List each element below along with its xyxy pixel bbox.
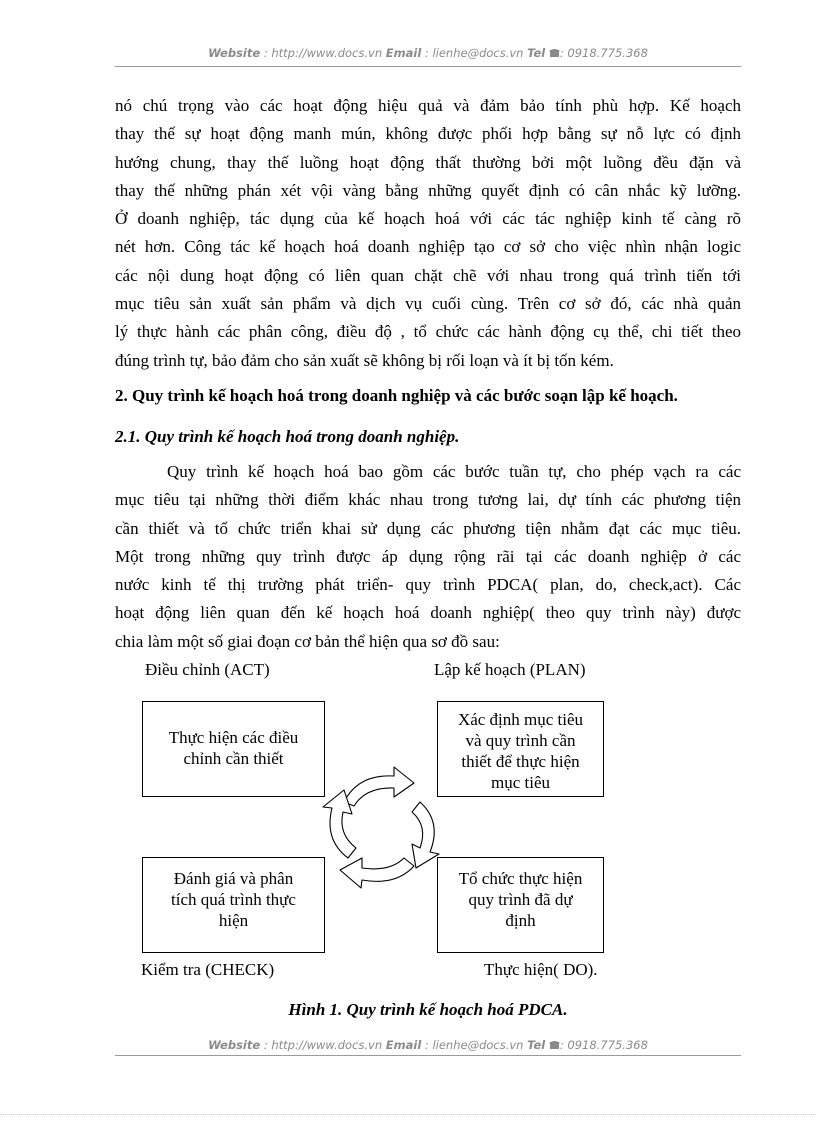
box-do	[437, 857, 604, 953]
text-line: thay thế những phán xét vội vàng bằng những quyết định có cân nhắc kỹ lưỡng.	[115, 180, 741, 200]
text-line: các nội dung hoạt động có liên quan chặt chẽ với nhau trong quá trình tiến tới	[115, 265, 741, 285]
box-line: quy trình đã dự	[468, 890, 573, 909]
text-line: mục tiêu tại những thời điểm khác nhau trong tương lai, dự tính các phương tiện	[115, 490, 741, 510]
text-line: Ở doanh nghiệp, tác dụng của kế hoạch hoá với các tác nghiệp kinh tế càng rõ	[115, 209, 741, 229]
text-line: nó chú trọng vào các hoạt động hiệu quả và đảm bảo tính phù hợp. Kế hoạch	[115, 96, 741, 115]
website-value: : http://www.docs.vn	[260, 1038, 386, 1052]
tel-value: : 0918.775.368	[559, 46, 648, 60]
email-value: : lienhe@docs.vn	[421, 1038, 528, 1052]
tel-value: : 0918.775.368	[559, 1038, 648, 1052]
email-label: Email	[385, 46, 422, 60]
footer-rule	[115, 1055, 741, 1056]
box-line: Đánh giá và phân	[173, 869, 294, 888]
text-line: chia làm một số giai đoạn cơ bản thể hiện qua sơ đồ sau:	[115, 631, 500, 651]
text-line: hoạt động liên quan đến kế hoạch hoá doanh nghiệp( theo quy trình này) được	[115, 603, 741, 623]
box-line: tích quá trình thực	[171, 890, 296, 909]
website-label: Website	[208, 1038, 261, 1052]
text-line: lý thực hành các phân công, điều độ , tổ chức các hành động cụ thể, chi tiết theo	[115, 322, 741, 342]
box-plan	[437, 701, 604, 797]
website-value: : http://www.docs.vn	[260, 46, 386, 60]
page-footer	[115, 1038, 741, 1052]
box-line: mục tiêu	[490, 773, 550, 792]
box-line: Xác định mục tiêu	[457, 710, 584, 729]
box-line: hiện	[218, 911, 249, 930]
phone-icon	[549, 48, 560, 58]
email-value: : lienhe@docs.vn	[421, 46, 528, 60]
text-line: thay thế sự hoạt động manh mún, không được phối hợp bằng sự nỗ lực có định	[115, 124, 741, 144]
cycle-arrow-top	[344, 767, 414, 806]
box-line: chỉnh cần thiết	[183, 749, 284, 768]
text-line: nét hơn. Công tác kế hoạch hoá doanh nghiệp tạo cơ sở cho việc nhìn nhận logic	[115, 237, 741, 257]
email-label: Email	[385, 1038, 422, 1052]
text-line: đúng trình tự, bảo đảm cho sản xuất sẽ không bị rối loạn và ít bị tốn kém.	[115, 350, 614, 370]
text-line: nước kinh tế thị trường phát triển- quy trình PDCA( plan, do, check,act). Các	[115, 575, 741, 595]
cycle-arrows	[310, 760, 460, 890]
website-label: Website	[208, 46, 261, 60]
figure-caption: Hình 1. Quy trình kế hoạch hoá PDCA.	[288, 1000, 568, 1019]
header-rule	[115, 66, 741, 67]
cycle-arrow-bottom	[340, 858, 414, 888]
page-bottom-dotted-line	[0, 1114, 816, 1115]
label-plan: Lập kế hoạch (PLAN)	[434, 660, 586, 679]
phone-icon	[549, 1040, 560, 1050]
tel-label: Tel	[527, 1038, 546, 1052]
box-line: Tổ chức thực hiện	[458, 869, 583, 888]
text-line: mục tiêu sản xuất sản phẩm và dịch vụ cuối cùng. Trên cơ sở đó, các nhà quản	[115, 294, 741, 314]
text-line: Quy trình kế hoạch hoá bao gồm các bước tuần tự, cho phép vạch ra các	[167, 462, 741, 481]
text-line: Một trong những quy trình được áp dụng rộng rãi tại các doanh nghiệp ở các	[115, 546, 741, 566]
box-check	[142, 857, 325, 953]
box-line: thiết để thực hiện	[461, 752, 580, 771]
box-line: Thực hiện các điều	[168, 728, 299, 747]
label-do: Thực hiện( DO).	[484, 960, 598, 979]
page-header	[115, 46, 741, 60]
box-line: và quy trình cần	[465, 731, 576, 750]
label-check: Kiểm tra (CHECK)	[141, 960, 275, 979]
section-heading-2-1: 2.1. Quy trình kế hoạch hoá trong doanh nghiệp.	[115, 427, 460, 446]
section-heading-2: 2. Quy trình kế hoạch hoá trong doanh nghiệp và các bước soạn lập kế hoạch.	[115, 386, 678, 405]
paragraph-2	[115, 458, 741, 656]
paragraph-1	[115, 92, 741, 375]
box-line: định	[505, 911, 536, 930]
box-act	[142, 701, 325, 797]
text-line: hướng chung, thay thế luồng hoạt động thất thường bởi một luồng đều đặn và	[115, 152, 741, 172]
cycle-arrow-right	[412, 802, 439, 868]
label-act: Điều chỉnh (ACT)	[145, 660, 270, 679]
tel-label: Tel	[527, 46, 546, 60]
text-line: cần thiết và tổ chức triển khai sử dụng các phương tiện nhằm đạt các mục tiêu.	[115, 518, 741, 538]
